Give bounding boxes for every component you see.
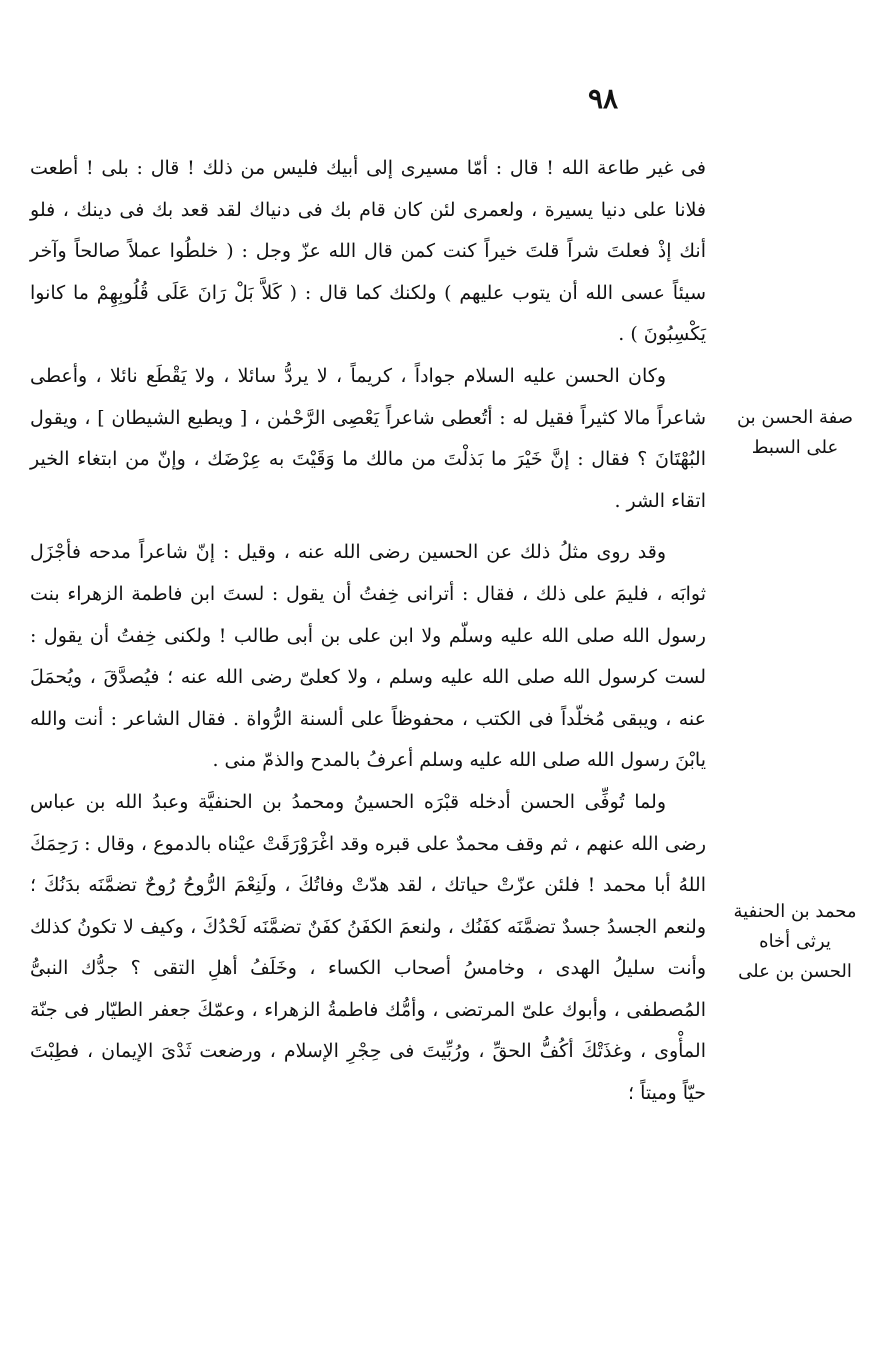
paragraph-gap xyxy=(30,522,706,532)
paragraph-continuation: فى غير طاعة الله ! قال : أمّا مسيرى إلى أبيك فليس من ذلك ! قال : بلى ! أطعت فلانا على دنيا يسيرة ، ولعمرى لئن كان قام بك فى دنياك لقد قعد بك فى دينك ، فلو أنك إذْ فعلتَ شراً قلتَ خيراً كنت كمن قال الله عزّ وجل : ( خلطُوا عملاً صالحاً وآخر سيئاً عسى الله أن يتوب عليهم ) ولكنك كما قال : ( كَلاَّ بَلْ رَانَ عَلَى قُلُوبِهِمْ ما كانوا يَكْسِبُونَ ) . xyxy=(30,157,706,346)
paragraph-hasan-generosity: وكان الحسن عليه السلام جواداً ، كريماً ، لا يردُّ سائلا ، ولا يَقْطَع نائلا ، وأعطى شاعراً مالا كثيراً فقيل له : أتُعطى شاعراً يَعْصِى الرَّحْمٰن ، [ ويطيع الشيطان ] ، ويقول البُهْتَانَ ؟ فقال : إنَّ خَيْرَ ما بَذلْتَ من مالك ما وَقَيْتَ به عِرْضَك ، وإنّ من ابتغاء الخير اتقاء الشر . xyxy=(30,364,706,512)
margin-note-hasan-description xyxy=(725,403,865,463)
page-number: ٩٨ xyxy=(587,82,619,115)
margin-note-line: محمد بن الحنفية xyxy=(733,901,857,922)
margin-note-line: يرثى أخاه xyxy=(759,931,831,952)
main-text-column xyxy=(30,148,706,1115)
paragraph-husayn-poet: وقد روى مثلُ ذلك عن الحسين رضى الله عنه ، وقيل : إنّ شاعراً مدحه فأجْزَل ثوابَه ، فليمَ على ذلك ، فقال : أترانى خِفتُ أن يقول : لستَ ابن فاطمة الزهراء بنت رسول الله صلى الله عليه وسلّم ولا ابن على بن أبى طالب ! ولكنى خِفتُ أن يقول : لست كرسول الله صلى الله عليه وسلم ، ولا كعلىّ رضى الله عنه ؛ فيُصدَّقَ ، ويُحمَلَ عنه ، ويبقى مُخلّداً فى الكتب ، محفوظاً على ألسنة الرُّواة . فقال الشاعر : أنت والله يابْنَ رسول الله صلى الله عليه وسلم أعرفُ بالمدح والذمّ منى . xyxy=(30,541,706,772)
margin-note-line: صفة الحسن بن xyxy=(736,407,854,428)
margin-note-ibn-hanafiyya-elegy xyxy=(725,897,865,987)
margin-note-line: على السبط xyxy=(751,437,839,458)
margin-note-line: الحسن بن على xyxy=(738,961,852,982)
paragraph-hasan-burial: ولما تُوفِّى الحسن أدخله قبْرَه الحسينُ ومحمدُ بن الحنفيَّة وعبدُ الله بن عباس رضى الله عنهم ، ثم وقف محمدٌ على قبره وقد اغْرَوْرَقَتْ عيْناه بالدموع ، وقال : رَحِمَكَ اللهُ أبا محمد ! فلئن عزّتْ حياتك ، لقد هدّتْ وفاتُكَ ، ولَنِعْمَ الرُّوحُ رُوحٌ تضمَّنَه بدَنُكَ ؛ ولنعم الجسدُ جسدٌ تضمَّنَه كفَنُك ، ولنعمَ الكفَنُ كفَنٌ تضمَّنَه لَحْدُكَ ، وكيف لا تكونُ كذلك وأنت سليلُ الهدى ، وخامسُ أصحاب الكساء ، وخَلَفُ أهلِ التقى ؟ جدُّك النبىُّ المُصطفى ، وأبوك علىّ المرتضى ، وأمُّك فاطمةُ الزهراء ، وعمّكَ جعفر الطيّار فى جنّة المأْوى ، وغذَتْكَ أكُفُّ الحقِّ ، ورُبِّيتَ فى حِجْرِ الإسلام ، ورضعت ثَدْىَ الإيمان ، فطِبْتَ حيّاً وميتاً ؛ xyxy=(30,790,706,1105)
